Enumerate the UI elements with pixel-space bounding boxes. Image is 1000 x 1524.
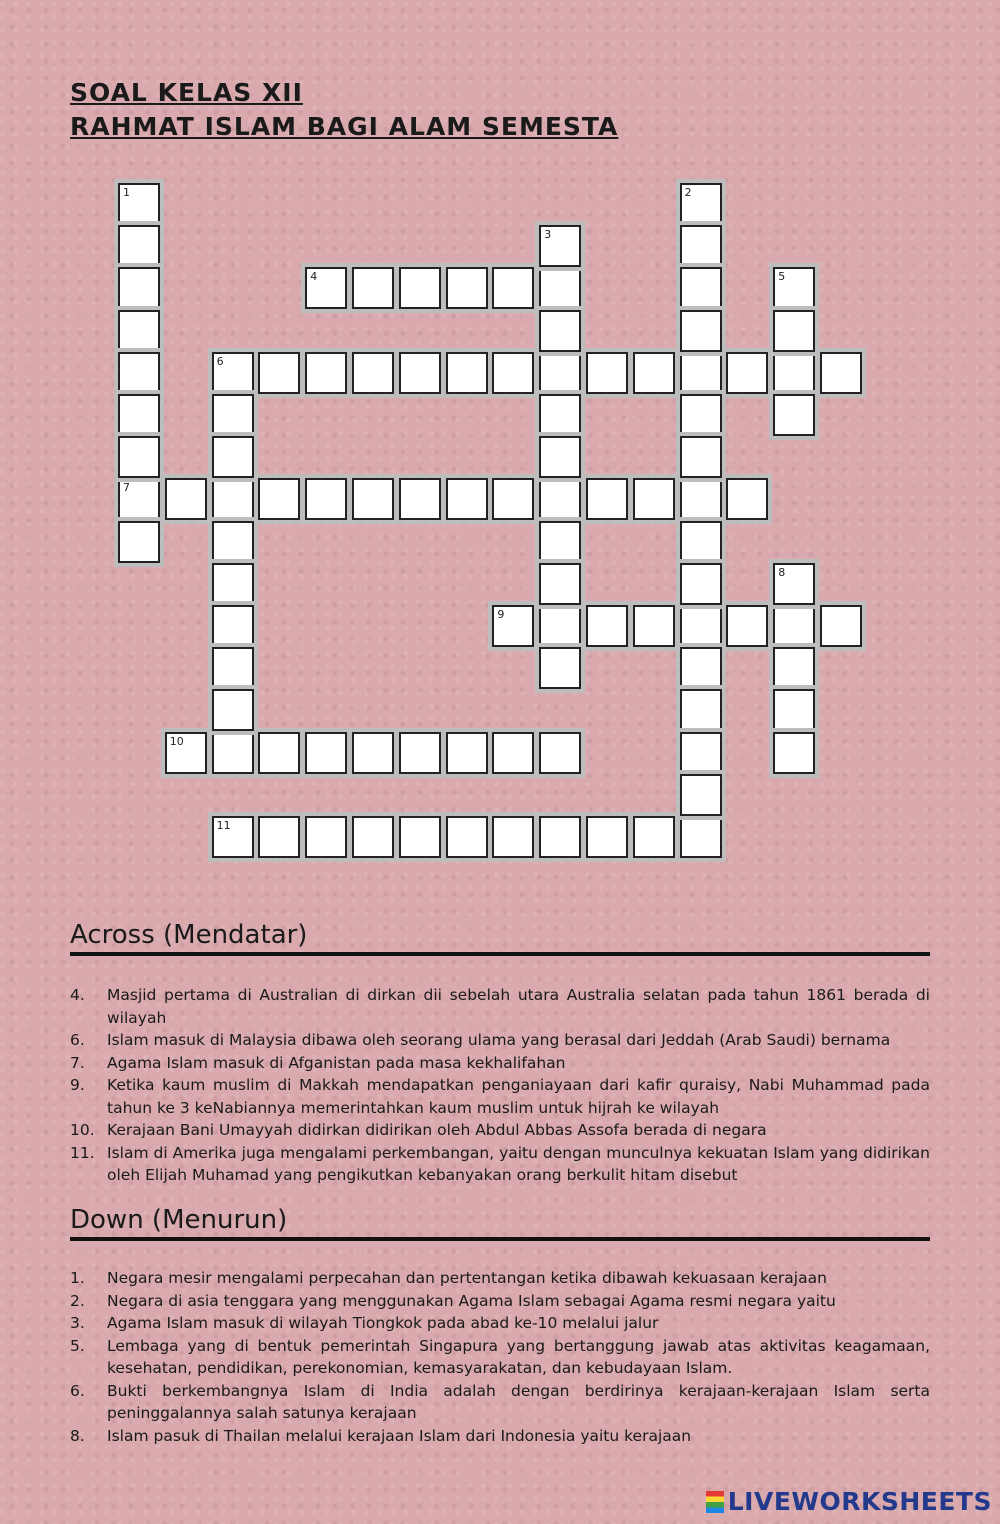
crossword-cell[interactable] <box>492 352 534 394</box>
clue-number: 6 <box>216 354 224 368</box>
crossword-cell[interactable] <box>118 394 160 436</box>
crossword-cell[interactable] <box>446 816 488 858</box>
clue-text: Ketika kaum muslim di Makkah mendapatkan penganiayaan dari kafir quraisy, Nabi Muhammad pada tahun ke 3 keNabiannya memerintahkan kaum muslim untuk hijrah ke wilayah <box>107 1076 930 1117</box>
crossword-cell[interactable] <box>539 816 581 858</box>
crossword-cell-input[interactable] <box>682 734 720 772</box>
crossword-cell[interactable] <box>633 478 675 520</box>
crossword-cell[interactable] <box>212 647 254 689</box>
crossword-cell[interactable] <box>446 352 488 394</box>
crossword-cell-input[interactable] <box>354 480 392 518</box>
crossword-cell-input[interactable] <box>682 480 720 518</box>
crossword-cell[interactable] <box>118 267 160 309</box>
clue-index: 7. <box>70 1053 85 1072</box>
crossword-cell[interactable] <box>305 732 347 774</box>
crossword-cell-input[interactable] <box>822 607 860 645</box>
crossword-cell[interactable] <box>633 352 675 394</box>
crossword-cell[interactable] <box>399 267 441 309</box>
crossword-cell[interactable] <box>118 521 160 563</box>
crossword-cell-input[interactable] <box>682 269 720 307</box>
crossword-cell-input[interactable] <box>354 734 392 772</box>
crossword-cell[interactable] <box>539 478 581 520</box>
clue-index: 2. <box>70 1291 85 1310</box>
crossword-cell[interactable] <box>118 310 160 352</box>
clue-number: 10 <box>169 734 184 748</box>
crossword-cell-input[interactable] <box>775 649 813 687</box>
across-clue <box>70 984 930 1029</box>
crossword-cell[interactable] <box>212 478 254 520</box>
crossword-cell[interactable] <box>539 436 581 478</box>
crossword-cell-input[interactable] <box>260 480 298 518</box>
crossword-cell-input[interactable] <box>682 776 720 814</box>
down-clue <box>70 1290 930 1313</box>
crossword-cell[interactable] <box>773 394 815 436</box>
down-clue <box>70 1335 930 1380</box>
title-line-1: SOAL KELAS XII <box>70 78 303 107</box>
crossword-cell[interactable] <box>212 605 254 647</box>
crossword-cell[interactable] <box>212 732 254 774</box>
crossword-cell-input[interactable] <box>448 354 486 392</box>
crossword-cell[interactable] <box>539 563 581 605</box>
crossword-cell[interactable] <box>492 478 534 520</box>
crossword-cell[interactable] <box>539 647 581 689</box>
clue-text: Islam masuk di Malaysia dibawa oleh seorang ulama yang berasal dari Jeddah (Arab Saudi) bernama <box>107 1031 891 1049</box>
crossword-cell-input[interactable] <box>401 269 439 307</box>
crossword-cell-input[interactable] <box>682 607 720 645</box>
crossword-cell-input[interactable] <box>682 691 720 729</box>
crossword-cell-input[interactable] <box>682 396 720 434</box>
crossword-cell[interactable] <box>399 816 441 858</box>
crossword-cell-input[interactable] <box>214 523 252 561</box>
crossword-cell-input[interactable] <box>260 818 298 856</box>
crossword-cell[interactable] <box>492 816 534 858</box>
crossword-cell[interactable] <box>118 352 160 394</box>
crossword-cell-input[interactable] <box>120 269 158 307</box>
crossword-cell[interactable] <box>680 225 722 267</box>
crossword-cell[interactable] <box>773 732 815 774</box>
crossword-cell[interactable] <box>773 563 815 605</box>
crossword-cell[interactable] <box>680 436 722 478</box>
across-clue <box>70 1142 930 1187</box>
crossword-cell[interactable] <box>773 647 815 689</box>
crossword-cell[interactable] <box>165 478 207 520</box>
crossword-cell[interactable] <box>212 436 254 478</box>
crossword-cell[interactable] <box>773 605 815 647</box>
crossword-cell[interactable] <box>399 732 441 774</box>
crossword-cell[interactable] <box>680 267 722 309</box>
crossword-cell-input[interactable] <box>448 269 486 307</box>
crossword-cell[interactable] <box>539 605 581 647</box>
crossword-cell-input[interactable] <box>260 734 298 772</box>
crossword-cell[interactable] <box>680 689 722 731</box>
crossword-cell[interactable] <box>305 267 347 309</box>
crossword-cell[interactable] <box>352 816 394 858</box>
across-clue <box>70 1029 930 1052</box>
crossword-cell[interactable] <box>446 478 488 520</box>
crossword-cell[interactable] <box>399 478 441 520</box>
crossword-cell-input[interactable] <box>775 691 813 729</box>
crossword-cell[interactable] <box>680 394 722 436</box>
clue-number: 8 <box>778 565 786 579</box>
crossword-cell[interactable] <box>352 732 394 774</box>
crossword-cell-input[interactable] <box>214 438 252 476</box>
crossword-cell[interactable] <box>680 647 722 689</box>
crossword-cell[interactable] <box>539 521 581 563</box>
clue-text: Kerajaan Bani Umayyah didirkan didirikan oleh Abdul Abbas Assofa berada di negara <box>107 1121 767 1139</box>
crossword-cell[interactable] <box>820 352 862 394</box>
crossword-cell[interactable] <box>820 605 862 647</box>
crossword-cell[interactable] <box>352 267 394 309</box>
crossword-cell-input[interactable] <box>682 438 720 476</box>
crossword-cell[interactable] <box>212 352 254 394</box>
crossword-cell-input[interactable] <box>541 354 579 392</box>
clue-number: 3 <box>544 228 552 242</box>
crossword-cell-input[interactable] <box>541 607 579 645</box>
crossword-cell[interactable] <box>539 732 581 774</box>
crossword-cell-input[interactable] <box>635 818 673 856</box>
across-heading: Across (Mendatar) <box>70 920 930 956</box>
crossword-cell-input[interactable] <box>260 354 298 392</box>
clue-number: 7 <box>123 481 130 495</box>
crossword-cell[interactable] <box>258 352 300 394</box>
crossword-cell[interactable] <box>539 394 581 436</box>
crossword-cell[interactable] <box>212 816 254 858</box>
crossword-cell-input[interactable] <box>635 607 673 645</box>
crossword-cell-input[interactable] <box>775 734 813 772</box>
crossword-cell[interactable] <box>305 478 347 520</box>
clue-text: Bukti berkembangnya Islam di India adalah dengan berdirinya kerajaan-kerajaan Islam serta peninggalannya salah satunya kerajaan <box>107 1381 930 1422</box>
clue-text: Negara di asia tenggara yang menggunakan Agama Islam sebagai Agama resmi negara yaitu <box>107 1291 836 1310</box>
crossword-cell-input[interactable] <box>307 818 345 856</box>
crossword-cell-input[interactable] <box>541 734 579 772</box>
crossword-cell[interactable] <box>773 310 815 352</box>
crossword-cell-input[interactable] <box>541 565 579 603</box>
crossword-cell-input[interactable] <box>775 312 813 350</box>
crossword-cell-input[interactable] <box>214 649 252 687</box>
crossword-cell[interactable] <box>680 521 722 563</box>
crossword-cell-input[interactable] <box>401 354 439 392</box>
crossword-cell-input[interactable] <box>541 480 579 518</box>
crossword-cell-input[interactable] <box>401 818 439 856</box>
crossword-cell-input[interactable] <box>354 818 392 856</box>
crossword-cell[interactable] <box>586 816 628 858</box>
crossword-cell[interactable] <box>633 816 675 858</box>
clue-number: 4 <box>310 270 318 284</box>
clue-text: Lembaga yang di bentuk pemerintah Singapura yang bertanggung jawab atas aktivitas keagamaan, kesehatan, pendidikan, perekonomian, kemasyarakatan, dan kebudayaan Islam. <box>107 1336 930 1377</box>
crossword-cell[interactable] <box>773 352 815 394</box>
crossword-cell[interactable] <box>352 478 394 520</box>
crossword-cell[interactable] <box>680 183 722 225</box>
clue-number: 1 <box>123 186 130 199</box>
crossword-cell-input[interactable] <box>635 480 673 518</box>
clue-index: 8. <box>70 1426 85 1445</box>
crossword-cell[interactable] <box>539 352 581 394</box>
crossword-cell[interactable] <box>726 478 768 520</box>
down-clue <box>70 1425 930 1448</box>
clue-number: 2 <box>684 186 692 199</box>
title-line-2: RAHMAT ISLAM BAGI ALAM SEMESTA <box>70 112 619 141</box>
crossword-cell-input[interactable] <box>448 734 486 772</box>
crossword-cell[interactable] <box>680 774 722 816</box>
crossword-cell[interactable] <box>212 689 254 731</box>
clue-index: 10. <box>70 1121 95 1139</box>
crossword-cell-input[interactable] <box>167 480 205 518</box>
clue-index: 9. <box>70 1076 85 1094</box>
crossword-cell[interactable] <box>773 689 815 731</box>
crossword-cell-input[interactable] <box>682 818 720 856</box>
crossword-cell-input[interactable] <box>682 312 720 350</box>
crossword-cell[interactable] <box>773 267 815 309</box>
crossword-cell[interactable] <box>118 436 160 478</box>
crossword-cell-input[interactable] <box>307 480 345 518</box>
clue-index: 6. <box>70 1031 85 1049</box>
crossword-cell[interactable] <box>118 478 160 520</box>
crossword-cell[interactable] <box>446 732 488 774</box>
crossword-cell-input[interactable] <box>635 354 673 392</box>
crossword-cell-input[interactable] <box>214 734 252 772</box>
across-clue-list <box>70 984 930 1187</box>
crossword-cell-input[interactable] <box>214 691 252 729</box>
crossword-cell[interactable] <box>492 605 534 647</box>
clue-index: 3. <box>70 1314 85 1332</box>
crossword-cell[interactable] <box>680 605 722 647</box>
crossword-cell-input[interactable] <box>494 818 532 856</box>
crossword-cell-input[interactable] <box>541 269 579 307</box>
clue-text: Masjid pertama di Australian di dirkan dii sebelah utara Australia selatan pada tahun 1861 berada di wilayah <box>107 986 930 1027</box>
across-clue <box>70 1074 930 1119</box>
crossword-cell-input[interactable] <box>120 523 158 561</box>
crossword-cell[interactable] <box>539 267 581 309</box>
clue-text: Negara mesir mengalami perpecahan dan pertentangan ketika dibawah kekuasaan kerajaan <box>107 1269 827 1287</box>
crossword-cell[interactable] <box>680 563 722 605</box>
crossword-cell-input[interactable] <box>775 607 813 645</box>
down-clue-list <box>70 1267 930 1447</box>
clue-index: 4. <box>70 986 85 1004</box>
crossword-cell[interactable] <box>212 394 254 436</box>
clue-index: 11. <box>70 1143 95 1162</box>
crossword-cell-input[interactable] <box>494 734 532 772</box>
across-clue <box>70 1119 930 1142</box>
crossword-cell[interactable] <box>258 478 300 520</box>
crossword-cell-input[interactable] <box>588 354 626 392</box>
clue-text: Agama Islam masuk di wilayah Tiongkok pada abad ke-10 melalui jalur <box>107 1314 659 1332</box>
crossword-cell-input[interactable] <box>682 354 720 392</box>
crossword-cell[interactable] <box>680 816 722 858</box>
crossword-cell-input[interactable] <box>401 734 439 772</box>
crossword-cell-input[interactable] <box>120 396 158 434</box>
crossword-cell-input[interactable] <box>214 565 252 603</box>
crossword-cell[interactable] <box>680 478 722 520</box>
crossword-cell[interactable] <box>680 732 722 774</box>
crossword-cell-input[interactable] <box>588 480 626 518</box>
crossword-cell-input[interactable] <box>682 565 720 603</box>
crossword-cell-input[interactable] <box>775 354 813 392</box>
crossword-cell[interactable] <box>165 732 207 774</box>
crossword-cell[interactable] <box>446 267 488 309</box>
crossword-cell[interactable] <box>680 352 722 394</box>
crossword-cell[interactable] <box>212 521 254 563</box>
down-clue <box>70 1267 930 1290</box>
crossword-cell[interactable] <box>586 352 628 394</box>
crossword-cell[interactable] <box>726 605 768 647</box>
crossword-cell-input[interactable] <box>214 480 252 518</box>
crossword-cell[interactable] <box>726 352 768 394</box>
crossword-cell-input[interactable] <box>588 818 626 856</box>
crossword-cell-input[interactable] <box>120 227 158 265</box>
crossword-cell-input[interactable] <box>588 607 626 645</box>
across-clue <box>70 1052 930 1075</box>
crossword-cell[interactable] <box>539 310 581 352</box>
crossword-cell-input[interactable] <box>307 354 345 392</box>
crossword-cell-input[interactable] <box>401 480 439 518</box>
crossword-cell[interactable] <box>118 183 160 225</box>
liveworksheets-logo <box>706 1487 992 1516</box>
logo-icon <box>706 1491 724 1513</box>
crossword-cell-input[interactable] <box>307 734 345 772</box>
crossword-cell-input[interactable] <box>494 354 532 392</box>
crossword-cell-input[interactable] <box>728 480 766 518</box>
crossword-cell-input[interactable] <box>214 396 252 434</box>
crossword-cell-input[interactable] <box>728 607 766 645</box>
crossword-cell-input[interactable] <box>682 649 720 687</box>
crossword-cell-input[interactable] <box>541 523 579 561</box>
clue-index: 5. <box>70 1336 85 1355</box>
crossword-cell-input[interactable] <box>682 523 720 561</box>
down-heading: Down (Menurun) <box>70 1205 930 1241</box>
crossword-cell-input[interactable] <box>120 438 158 476</box>
crossword-cell[interactable] <box>352 352 394 394</box>
crossword-cell[interactable] <box>118 225 160 267</box>
down-clue <box>70 1380 930 1425</box>
clue-index: 6. <box>70 1381 85 1400</box>
crossword-cell-input[interactable] <box>728 354 766 392</box>
crossword-cell[interactable] <box>539 225 581 267</box>
clue-text: Islam di Amerika juga mengalami perkembangan, yaitu dengan munculnya kekuatan Islam yang didirikan oleh Elijah Muhamad yang pengikutkan kebanyakan orang berkulit hitam disebut <box>107 1143 930 1184</box>
down-clue <box>70 1312 930 1335</box>
crossword-cell-input[interactable] <box>120 312 158 350</box>
logo-text: LIVEWORKSHEETS <box>727 1487 992 1516</box>
crossword-cell[interactable] <box>399 352 441 394</box>
crossword-cell-input[interactable] <box>822 354 860 392</box>
clue-number: 9 <box>497 608 505 621</box>
clue-text: Agama Islam masuk di Afganistan pada masa kekhalifahan <box>107 1053 566 1072</box>
clue-number: 11 <box>216 819 231 832</box>
crossword-cell-input[interactable] <box>354 269 392 307</box>
crossword-cell-input[interactable] <box>120 354 158 392</box>
clue-number: 5 <box>778 270 786 284</box>
crossword-cell-input[interactable] <box>541 649 579 687</box>
crossword-cell-input[interactable] <box>682 227 720 265</box>
clue-index: 1. <box>70 1269 85 1287</box>
crossword-cell[interactable] <box>492 267 534 309</box>
crossword-cell[interactable] <box>586 605 628 647</box>
crossword-cell-input[interactable] <box>494 480 532 518</box>
crossword-cell-input[interactable] <box>494 269 532 307</box>
clue-text: Islam pasuk di Thailan melalui kerajaan Islam dari Indonesia yaitu kerajaan <box>107 1426 692 1445</box>
crossword-cell-input[interactable] <box>541 396 579 434</box>
crossword-cell-input[interactable] <box>354 354 392 392</box>
crossword-cell[interactable] <box>680 310 722 352</box>
crossword-cell-input[interactable] <box>214 607 252 645</box>
crossword-cell-input[interactable] <box>775 396 813 434</box>
crossword-cell-input[interactable] <box>541 818 579 856</box>
crossword-cell[interactable] <box>212 563 254 605</box>
crossword-cell-input[interactable] <box>448 818 486 856</box>
crossword-cell[interactable] <box>305 352 347 394</box>
crossword-cell[interactable] <box>305 816 347 858</box>
crossword-cell-input[interactable] <box>448 480 486 518</box>
crossword-cell[interactable] <box>258 732 300 774</box>
crossword-cell-input[interactable] <box>541 438 579 476</box>
crossword-cell[interactable] <box>633 605 675 647</box>
crossword-cell-input[interactable] <box>541 312 579 350</box>
crossword-cell[interactable] <box>492 732 534 774</box>
crossword-cell[interactable] <box>258 816 300 858</box>
crossword-cell[interactable] <box>586 478 628 520</box>
